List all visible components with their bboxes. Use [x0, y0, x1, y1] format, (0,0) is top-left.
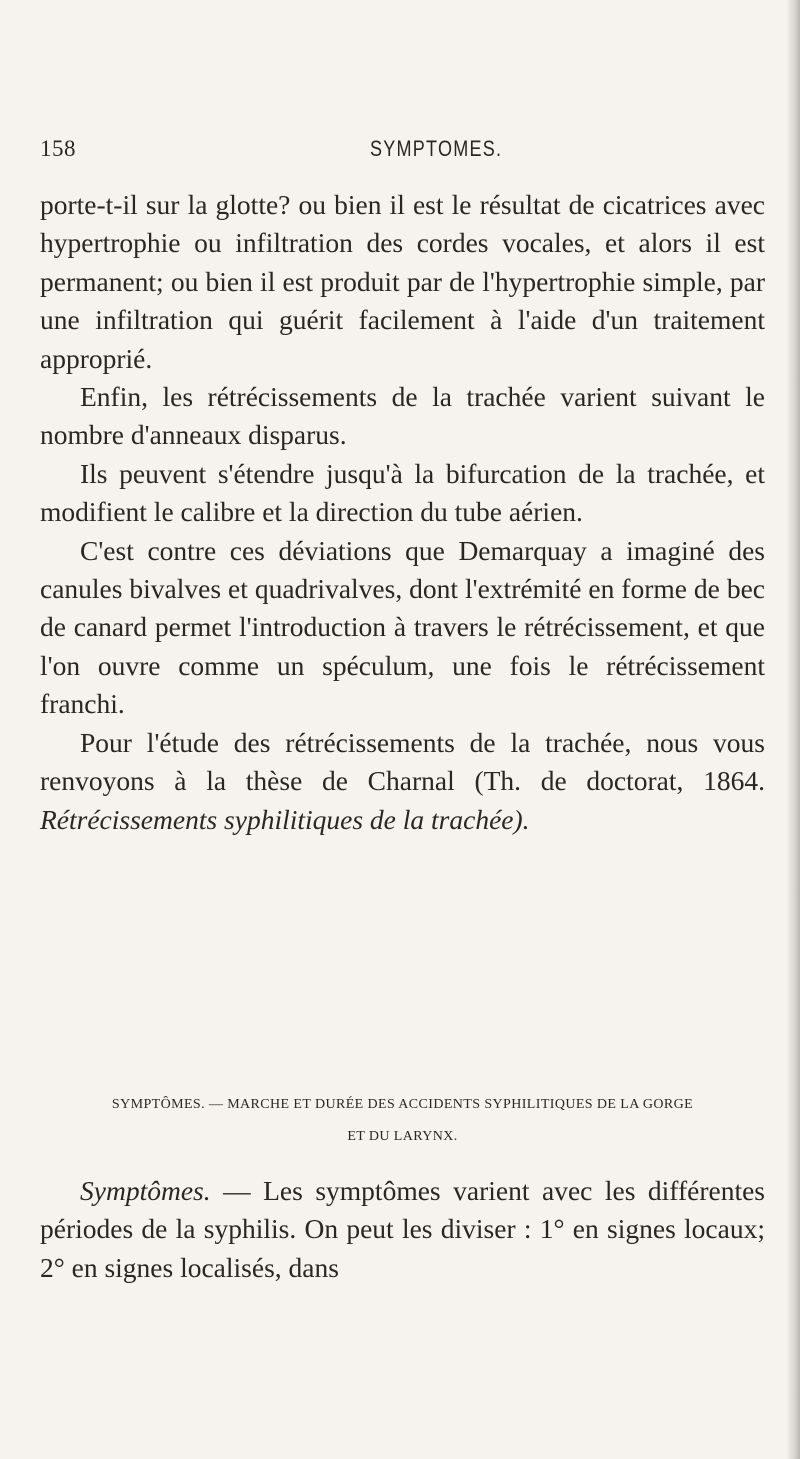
paragraph-6-lead: Symptômes. — [80, 1175, 211, 1206]
paragraph-5 — [40, 724, 765, 839]
paragraph-1: porte-t-il sur la glotte? ou bien il est le résultat de cicatrices avec hypertrophie ou infiltration des cordes vocales, et alors il est permanent; ou bien il est produit par de l'hypertrophie simple, par une infiltration qui guérit facilement à l'aide d'un traitement approprié. — [40, 189, 765, 374]
paragraph-5-italic-title: Rétrécissements syphilitiques de la trachée). — [40, 803, 530, 835]
section-heading-line-1: SYMPTÔMES. — MARCHE ET DURÉE DES ACCIDENTS SYPHILITIQUES DE LA GORGE — [111, 1097, 694, 1112]
paragraph-4: C'est contre ces déviations que Demarquay a imaginé des canules bivalves et quadrivalves, dont l'extrémité en forme de bec de canard permet l'introduction à travers le rétrécissement, et que l'on ouvre comme un spéculum, une fois le rétrécissement franchi. — [40, 534, 765, 720]
body-text-top — [40, 186, 765, 839]
page-header — [40, 136, 780, 166]
running-title: SYMPTOMES. — [370, 136, 503, 161]
page-number: 158 — [40, 136, 76, 161]
page-edge-shadow — [786, 0, 800, 1459]
body-text-bottom — [40, 1172, 765, 1287]
paragraph-6-text: — Les symptômes varient avec les différentes périodes de la syphilis. On peut les diviser : 1° en signes locaux; 2° en signes localisés, dans — [40, 1175, 765, 1283]
section-heading-line-2: ET DU LARYNX. — [347, 1129, 458, 1144]
paragraph-3: Ils peuvent s'étendre jusqu'à la bifurcation de la trachée, et modifient le calibre et la direction du tube aérien. — [40, 457, 765, 528]
section-heading — [40, 1089, 765, 1153]
paragraph-6 — [40, 1172, 765, 1287]
paragraph-2: Enfin, les rétrécissements de la trachée varient suivant le nombre d'anneaux disparus. — [40, 381, 765, 451]
paragraph-5-text: Pour l'étude des rétrécissements de la trachée, nous vous renvoyons à la thèse de Charnal (Th. de doctorat, 1864. — [40, 726, 765, 797]
